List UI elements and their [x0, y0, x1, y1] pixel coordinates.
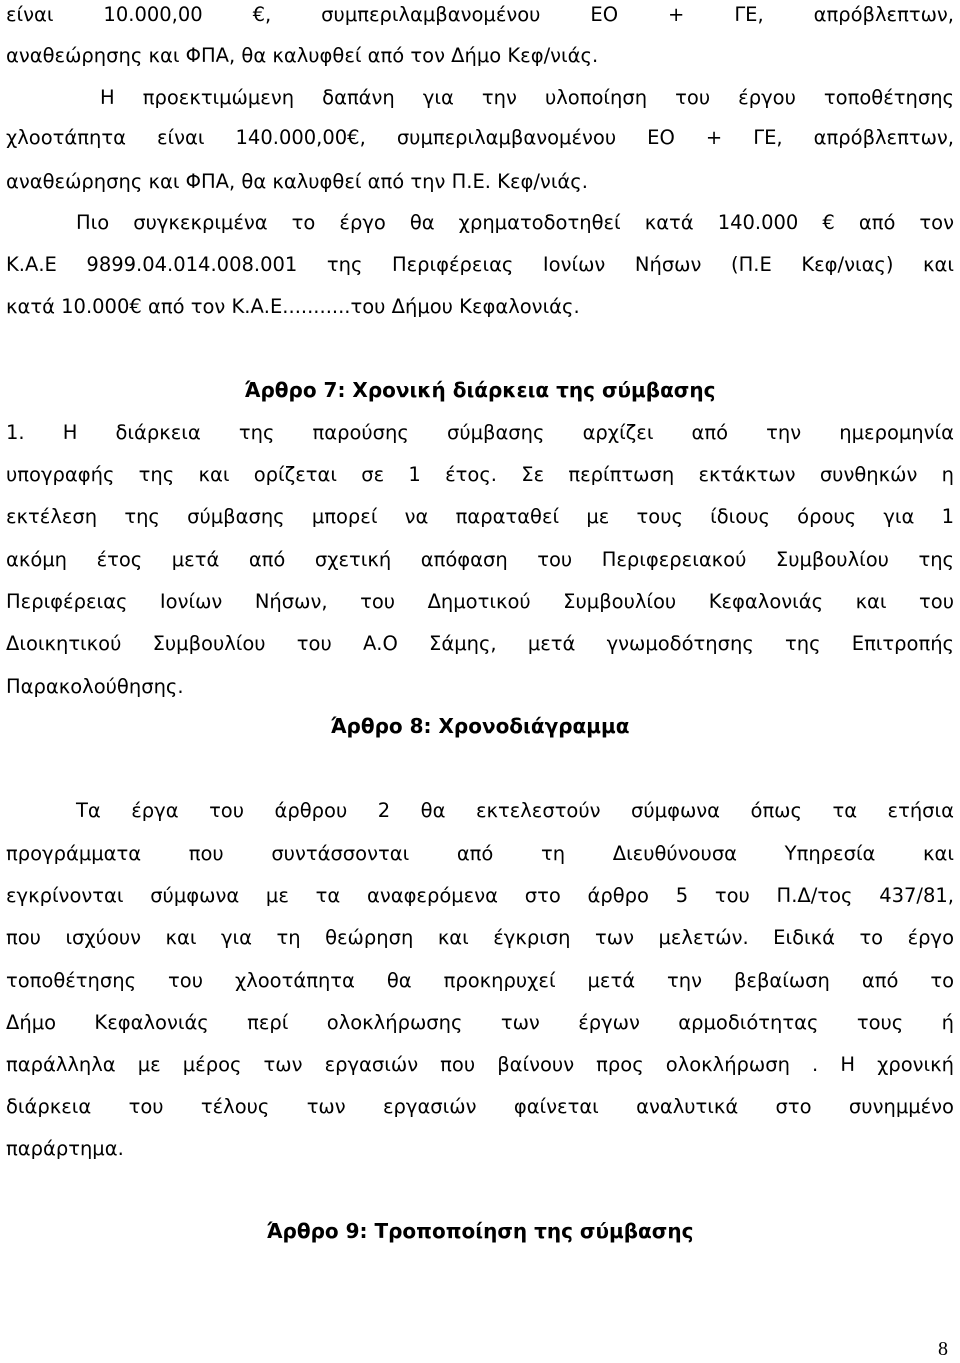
- article-9-heading: Άρθρο 9: Τροποποίηση της σύμβασης: [266, 1219, 694, 1243]
- article-8-heading: Άρθρο 8: Χρονοδιάγραμμα: [330, 714, 630, 738]
- text-line: εγκρίνονται σύμφωνα με τα αναφερόμενα στο άρθρο 5 του Π.Δ/τος 437/81,: [6, 884, 954, 907]
- text-line: ακόμη έτος μετά από σχετική απόφαση του Περιφερειακού Συμβουλίου της: [6, 548, 954, 571]
- text-line: αναθεώρησης και ΦΠΑ, θα καλυφθεί από την Π.Ε. Κεφ/νιάς.: [6, 170, 588, 193]
- text-line: εκτέλεση της σύμβασης μπορεί να παραταθεί με τους ίδιους όρους για 1: [6, 505, 954, 528]
- text-line: που ισχύουν και για τη θεώρηση και έγκριση των μελετών. Ειδικά το έργο: [6, 926, 954, 949]
- text-line: διάρκεια του τέλους των εργασιών φαίνεται αναλυτικά στο συνημμένο: [6, 1095, 954, 1118]
- article-7-heading: Άρθρο 7: Χρονική διάρκεια της σύμβασης: [244, 378, 716, 402]
- text-line: Τα έργα του άρθρου 2 θα εκτελεστούν σύμφωνα όπως τα ετήσια: [76, 799, 954, 822]
- text-line: παράρτημα.: [6, 1137, 124, 1160]
- text-line: Περιφέρειας Ιονίων Νήσων, του Δημοτικού Συμβουλίου Κεφαλονιάς και του: [6, 590, 954, 613]
- text-line: Κ.Α.Ε 9899.04.014.008.001 της Περιφέρειας Ιονίων Νήσων (Π.Ε Κεφ/νιας) και: [6, 253, 954, 276]
- text-line: 1. Η διάρκεια της παρούσης σύμβασης αρχίζει από την ημερομηνία: [6, 421, 954, 444]
- text-line: παράλληλα με μέρος των εργασιών που βαίνουν προς ολοκλήρωση . Η χρονική: [6, 1053, 954, 1076]
- text-line: τοποθέτησης του χλοοτάπητα θα προκηρυχεί μετά την βεβαίωση από το: [6, 969, 954, 992]
- text-line: Διοικητικού Συμβουλίου του Α.Ο Σάμης, μετά γνωμοδότησης της Επιτροπής: [6, 632, 954, 655]
- text-line: κατά 10.000€ από τον Κ.Α.Ε...........του Δήμου Κεφαλονιάς.: [6, 295, 580, 318]
- text-line: είναι 10.000,00 €, συμπεριλαμβανομένου ΕΟ + ΓΕ, απρόβλεπτων,: [6, 3, 954, 26]
- text-line: Δήμο Κεφαλονιάς περί ολοκλήρωσης των έργων αρμοδιότητας τους ή: [6, 1011, 954, 1034]
- text-line: αναθεώρησης και ΦΠΑ, θα καλυφθεί από τον Δήμο Κεφ/νιάς.: [6, 44, 599, 67]
- text-line: υπογραφής της και ορίζεται σε 1 έτος. Σε περίπτωση εκτάκτων συνθηκών η: [6, 463, 954, 486]
- text-line: προγράμματα που συντάσσονται από τη Διευθύνουσα Υπηρεσία και: [6, 842, 954, 865]
- text-line: χλοοτάπητα είναι 140.000,00€, συμπεριλαμβανομένου ΕΟ + ΓΕ, απρόβλεπτων,: [6, 126, 954, 149]
- text-line: Πιο συγκεκριμένα το έργο θα χρηματοδοτηθεί κατά 140.000 € από τον: [76, 211, 954, 234]
- page-number: 8: [938, 1338, 948, 1360]
- text-line: Η προεκτιμώμενη δαπάνη για την υλοποίηση του έργου τοποθέτησης: [100, 86, 954, 109]
- text-line: Παρακολούθησης.: [6, 675, 184, 698]
